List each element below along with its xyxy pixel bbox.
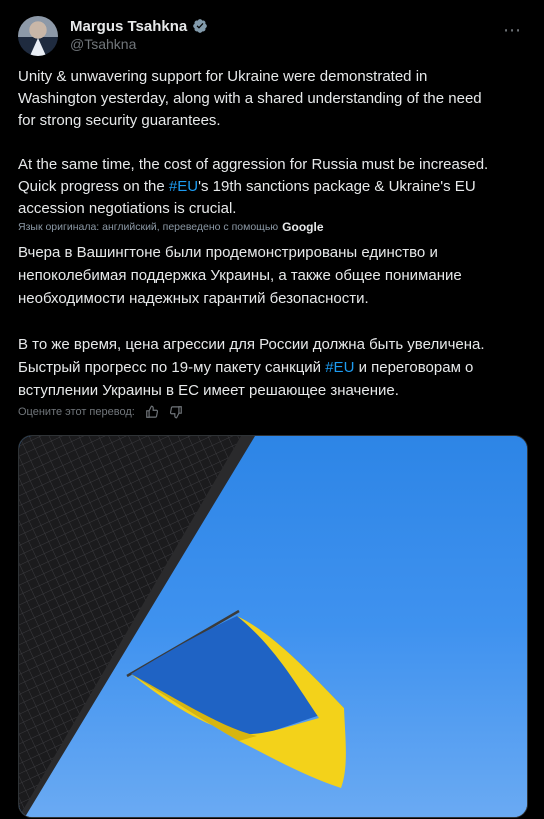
translated-paragraph-2a: В то же время, цена агрессии для России должна быть увеличена. Быстрый прогресс по 19-му пакету санкций (18, 336, 485, 376)
hashtag-link[interactable]: #EU (168, 178, 199, 195)
name-row (70, 16, 208, 36)
more-options-icon[interactable]: ⋯ (503, 20, 522, 40)
thumbs-up-icon[interactable] (145, 405, 159, 419)
tweet-text (18, 66, 528, 220)
rate-translation-label: Оцените этот перевод: (18, 406, 135, 418)
tweet-header (18, 16, 528, 58)
translated-paragraph-1: Вчера в Вашингтоне были продемонстрированы единство и непоколебимая поддержка Украины, а также общее понимание необходимости надежных гарантий безопасности. (18, 244, 462, 307)
ukraine-flag-photo (19, 436, 527, 817)
rate-translation (18, 405, 183, 419)
tweet-paragraph-1: Unity & unwavering support for Ukraine were demonstrated in Washington yesterday, along with a shared understanding of the need for strong security guarantees. (18, 68, 482, 129)
translated-text (18, 241, 528, 402)
avatar[interactable] (18, 16, 58, 56)
tweet-paragraph-2a: At the same time, the cost of aggression for Russia must be increased. Quick progress on the (18, 156, 489, 195)
author-handle[interactable]: @Tsahkna (70, 36, 137, 52)
verified-badge-icon (192, 18, 208, 34)
thumbs-down-icon[interactable] (169, 405, 183, 419)
tweet-paragraph-2b: 's 19th sanctions package & Ukraine's EU accession negotiations is crucial. (18, 178, 476, 217)
translation-note-text: Язык оригинала: английский, переведено с помощью (18, 221, 279, 233)
google-logo: Google (282, 220, 324, 234)
tweet-photo[interactable] (18, 435, 528, 818)
author-name[interactable]: Margus Tsahkna (70, 17, 188, 35)
translation-note (18, 220, 324, 234)
translated-paragraph-2b: и переговорам о вступлении Украины в ЕС имеет решающее значение. (18, 359, 474, 399)
translated-hashtag-link[interactable]: #EU (325, 359, 355, 376)
